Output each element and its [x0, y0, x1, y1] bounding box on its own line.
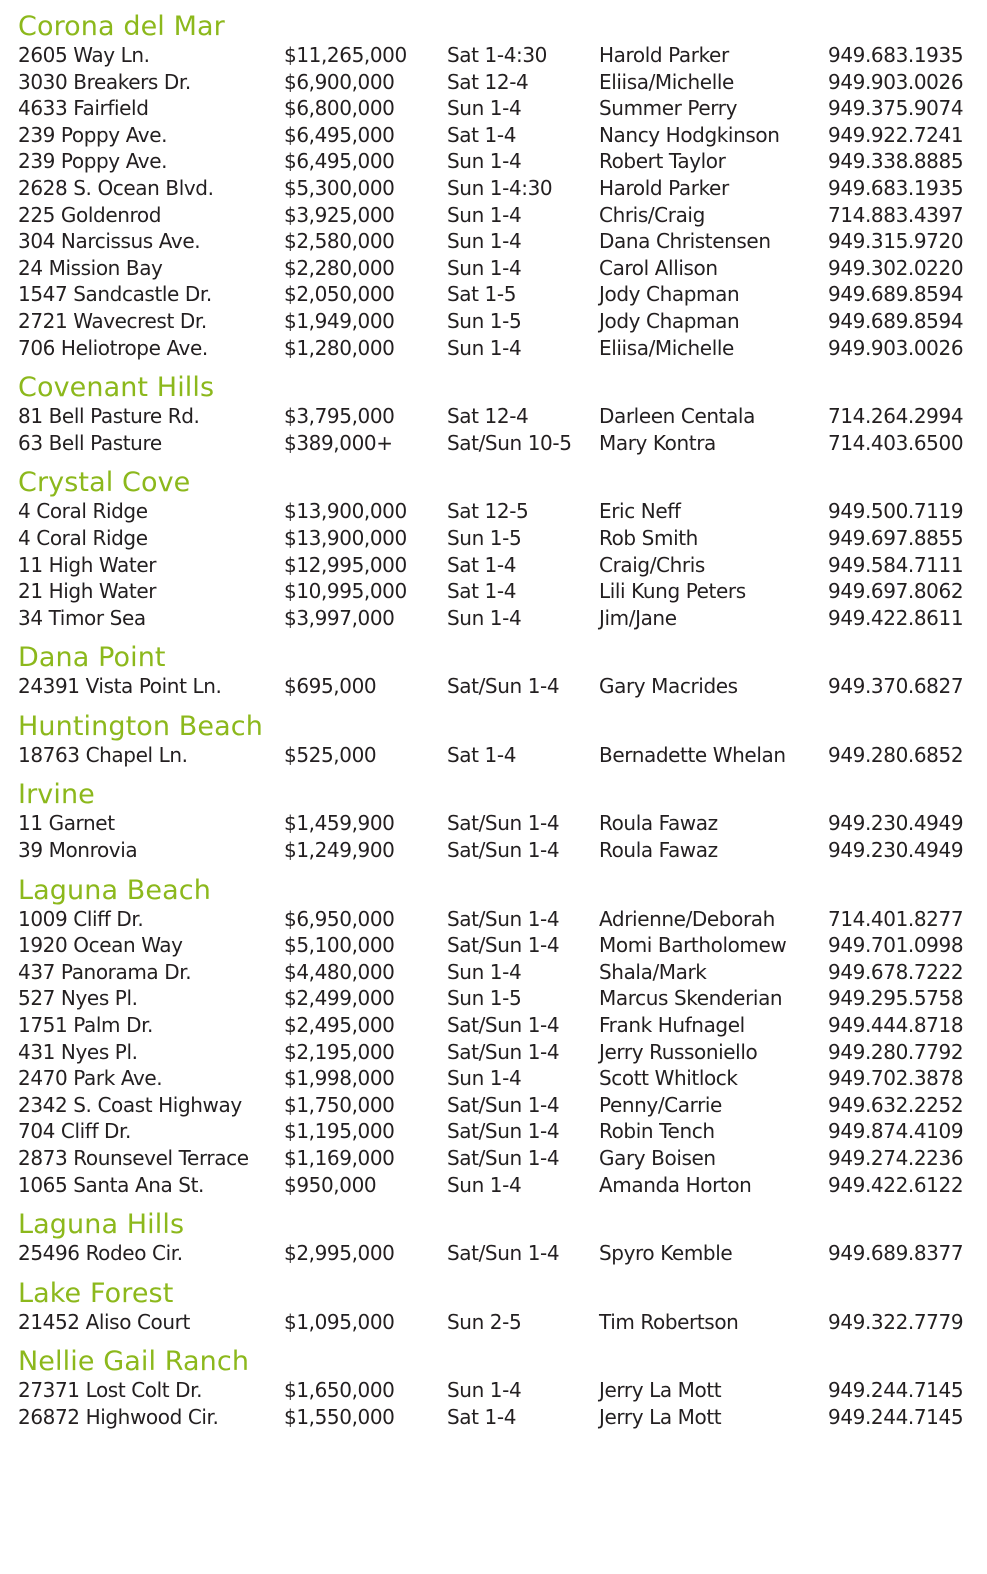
listing-price: $2,050,000	[284, 282, 395, 307]
listing-price: $2,195,000	[284, 1039, 395, 1064]
listing-address: 4 Coral Ridge	[18, 525, 148, 550]
listing-phone: 949.302.0220	[828, 255, 964, 280]
listing-address: 2873 Rounsevel Terrace	[18, 1146, 249, 1170]
listing-phone: 949.689.8377	[828, 1241, 964, 1266]
listing-phone: 949.375.9074	[828, 96, 964, 121]
listing-agent: Jerry Russoniello	[599, 1039, 758, 1064]
listing-row	[18, 1118, 987, 1145]
listing-open-house-time: Sat 1-4	[447, 122, 517, 147]
listing-price: $695,000	[284, 674, 377, 699]
neighborhood-heading: Huntington Beach	[18, 710, 263, 742]
listing-address: 27371 Lost Colt Dr.	[18, 1378, 203, 1403]
listing-price: $6,495,000	[284, 149, 395, 174]
listing-phone: 949.874.4109	[828, 1119, 964, 1144]
listing-open-house-time: Sun 1-4	[447, 335, 522, 360]
listing-open-house-time: Sat 1-5	[447, 282, 517, 307]
listing-address: 527 Nyes Pl.	[18, 986, 138, 1011]
listing-address: 437 Panorama Dr.	[18, 959, 192, 984]
listing-open-house-time: Sun 1-4	[447, 96, 522, 121]
listing-open-house-time: Sat 12-5	[447, 499, 529, 524]
listing-row	[18, 202, 987, 229]
listing-agent: Craig/Chris	[599, 552, 705, 577]
neighborhood-section	[18, 1347, 987, 1430]
listing-address: 21 High Water	[18, 579, 157, 604]
neighborhood-heading: Lake Forest	[18, 1277, 174, 1309]
listing-agent: Rob Smith	[599, 525, 698, 550]
listing-phone: 949.678.7222	[828, 959, 964, 984]
listing-agent: Adrienne/Deborah	[599, 906, 775, 931]
listing-phone: 949.903.0026	[828, 69, 964, 94]
listing-agent: Amanda Horton	[599, 1172, 752, 1197]
listing-list	[18, 1309, 987, 1336]
listing-open-house-time: Sat 1-4	[447, 579, 517, 604]
listing-agent: Summer Perry	[599, 96, 738, 121]
listing-phone: 949.922.7241	[828, 122, 964, 147]
listing-row	[18, 1172, 987, 1199]
listing-open-house-time: Sun 1-5	[447, 986, 522, 1011]
listing-agent: Scott Whitlock	[599, 1066, 738, 1091]
listing-phone: 714.883.4397	[828, 202, 964, 227]
listing-open-house-time: Sun 2-5	[447, 1309, 522, 1334]
listing-price: $950,000	[284, 1172, 377, 1197]
listing-agent: Roula Fawaz	[599, 811, 718, 836]
listing-phone: 949.444.8718	[828, 1013, 964, 1038]
listing-agent: Frank Hufnagel	[599, 1013, 745, 1038]
listing-address: 239 Poppy Ave.	[18, 149, 168, 174]
listing-price: $6,900,000	[284, 69, 395, 94]
listing-open-house-time: Sat/Sun 1-4	[447, 1146, 560, 1170]
listing-row	[18, 430, 987, 457]
listing-agent: Lili Kung Peters	[599, 579, 746, 604]
neighborhood-section	[18, 712, 987, 769]
listing-price: $1,095,000	[284, 1309, 395, 1334]
listing-phone: 949.322.7779	[828, 1309, 964, 1334]
neighborhood-section	[18, 468, 987, 631]
listing-open-house-time: Sun 1-4	[447, 1378, 522, 1403]
listing-phone: 949.230.4949	[828, 838, 964, 863]
listing-address: 2628 S. Ocean Blvd.	[18, 175, 214, 200]
listing-agent: Gary Boisen	[599, 1146, 716, 1170]
listing-row	[18, 1240, 987, 1267]
listing-phone: 949.274.2236	[828, 1146, 964, 1170]
neighborhood-section	[18, 876, 987, 1199]
listing-open-house-time: Sat 12-4	[447, 404, 529, 429]
listing-price: $389,000+	[284, 430, 393, 455]
listing-address: 4633 Fairfield	[18, 96, 149, 121]
listing-price: $2,995,000	[284, 1241, 395, 1266]
listing-phone: 949.584.7111	[828, 552, 964, 577]
listing-open-house-time: Sun 1-4	[447, 959, 522, 984]
listing-phone: 714.401.8277	[828, 906, 964, 931]
listing-price: $3,795,000	[284, 404, 395, 429]
listing-phone: 949.244.7145	[828, 1378, 964, 1403]
listing-price: $5,300,000	[284, 175, 395, 200]
listing-agent: Carol Allison	[599, 255, 718, 280]
listing-phone: 949.280.7792	[828, 1039, 964, 1064]
listing-phone: 949.338.8885	[828, 149, 964, 174]
neighborhood-section	[18, 373, 987, 456]
listing-address: 304 Narcissus Ave.	[18, 229, 201, 254]
listing-open-house-time: Sun 1-4	[447, 1066, 522, 1091]
listing-price: $3,997,000	[284, 605, 395, 630]
listing-list	[18, 42, 987, 361]
neighborhood-heading: Nellie Gail Ranch	[18, 1346, 250, 1378]
listing-open-house-time: Sat/Sun 1-4	[447, 674, 560, 699]
listing-list	[18, 673, 987, 700]
listing-address: 2342 S. Coast Highway	[18, 1092, 242, 1117]
listing-open-house-time: Sat/Sun 1-4	[447, 906, 560, 931]
listing-agent: Shala/Mark	[599, 959, 707, 984]
listing-address: 11 High Water	[18, 552, 157, 577]
listing-address: 2605 Way Ln.	[18, 43, 150, 67]
listing-phone: 949.422.6122	[828, 1172, 964, 1197]
listing-agent: Jody Chapman	[599, 282, 740, 307]
neighborhood-heading: Corona del Mar	[18, 11, 225, 42]
listing-phone: 949.683.1935	[828, 175, 964, 200]
listing-row	[18, 122, 987, 149]
neighborhood-heading: Dana Point	[18, 642, 166, 674]
listing-phone: 714.264.2994	[828, 404, 964, 429]
listing-row	[18, 1065, 987, 1092]
listing-open-house-time: Sat/Sun 1-4	[447, 1092, 560, 1117]
listing-phone: 949.244.7145	[828, 1404, 964, 1429]
listing-address: 34 Timor Sea	[18, 605, 146, 630]
listing-open-house-time: Sat/Sun 1-4	[447, 1119, 560, 1144]
listing-row	[18, 308, 987, 335]
listing-row	[18, 1012, 987, 1039]
listing-address: 2470 Park Ave.	[18, 1066, 163, 1091]
listing-open-house-time: Sat/Sun 1-4	[447, 1013, 560, 1038]
listing-row	[18, 605, 987, 632]
listing-agent: Jerry La Mott	[599, 1378, 722, 1403]
listing-list	[18, 1377, 987, 1430]
neighborhood-section	[18, 12, 987, 361]
listing-row	[18, 281, 987, 308]
listing-open-house-time: Sat 1-4	[447, 1404, 517, 1429]
listing-list	[18, 498, 987, 631]
listing-agent: Chris/Craig	[599, 202, 705, 227]
listing-phone: 949.689.8594	[828, 282, 964, 307]
listing-row	[18, 552, 987, 579]
listing-price: $1,550,000	[284, 1404, 395, 1429]
listing-open-house-time: Sun 1-4	[447, 1172, 522, 1197]
listing-open-house-time: Sat 1-4	[447, 552, 517, 577]
listing-agent: Mary Kontra	[599, 430, 716, 455]
listing-agent: Jody Chapman	[599, 308, 740, 333]
listing-list	[18, 1240, 987, 1267]
listing-price: $6,950,000	[284, 906, 395, 931]
listing-list	[18, 742, 987, 769]
listing-agent: Eliisa/Michelle	[599, 69, 734, 94]
listing-address: 81 Bell Pasture Rd.	[18, 404, 200, 429]
listing-phone: 949.632.2252	[828, 1092, 964, 1117]
listing-address: 704 Cliff Dr.	[18, 1119, 131, 1144]
listing-address: 25496 Rodeo Cir.	[18, 1241, 183, 1266]
listing-phone: 949.697.8062	[828, 579, 964, 604]
listing-agent: Robin Tench	[599, 1119, 715, 1144]
listing-price: $2,499,000	[284, 986, 395, 1011]
listing-address: 1920 Ocean Way	[18, 933, 183, 958]
listing-agent: Jim/Jane	[599, 605, 677, 630]
listing-open-house-time: Sat/Sun 1-4	[447, 933, 560, 958]
listing-phone: 949.422.8611	[828, 605, 964, 630]
listing-open-house-time: Sun 1-4:30	[447, 175, 553, 200]
listing-agent: Marcus Skenderian	[599, 986, 783, 1011]
listing-price: $525,000	[284, 742, 377, 767]
neighborhood-section	[18, 780, 987, 863]
listing-phone: 949.903.0026	[828, 335, 964, 360]
listing-phone: 949.500.7119	[828, 499, 964, 524]
listing-price: $11,265,000	[284, 43, 407, 67]
listing-open-house-time: Sat/Sun 10-5	[447, 430, 572, 455]
listing-row	[18, 498, 987, 525]
listing-agent: Robert Taylor	[599, 149, 726, 174]
listing-address: 431 Nyes Pl.	[18, 1039, 138, 1064]
listing-agent: Darleen Centala	[599, 404, 755, 429]
listing-phone: 949.315.9720	[828, 229, 964, 254]
listing-price: $3,925,000	[284, 202, 395, 227]
listing-open-house-time: Sat 1-4	[447, 742, 517, 767]
neighborhood-heading: Laguna Hills	[18, 1209, 185, 1241]
neighborhood-section	[18, 1279, 987, 1336]
listing-price: $2,495,000	[284, 1013, 395, 1038]
listing-price: $1,650,000	[284, 1378, 395, 1403]
listing-price: $4,480,000	[284, 959, 395, 984]
listing-open-house-time: Sun 1-5	[447, 308, 522, 333]
neighborhood-heading: Covenant Hills	[18, 372, 215, 404]
listing-price: $5,100,000	[284, 933, 395, 958]
listing-open-house-time: Sun 1-4	[447, 255, 522, 280]
listing-open-house-time: Sat 1-4:30	[447, 43, 548, 67]
listing-row	[18, 335, 987, 362]
listing-price: $13,900,000	[284, 499, 407, 524]
listing-row	[18, 578, 987, 605]
listing-row	[18, 69, 987, 96]
listing-price: $13,900,000	[284, 525, 407, 550]
listing-address: 2721 Wavecrest Dr.	[18, 308, 207, 333]
listing-agent: Momi Bartholomew	[599, 933, 787, 958]
listing-row	[18, 742, 987, 769]
listing-address: 18763 Chapel Ln.	[18, 742, 188, 767]
listing-address: 3030 Breakers Dr.	[18, 69, 191, 94]
listing-address: 225 Goldenrod	[18, 202, 162, 227]
listing-price: $2,580,000	[284, 229, 395, 254]
listing-phone: 949.370.6827	[828, 674, 964, 699]
listing-list	[18, 906, 987, 1199]
listing-agent: Nancy Hodgkinson	[599, 122, 780, 147]
listing-row	[18, 1145, 987, 1172]
listing-list	[18, 810, 987, 863]
listing-price: $12,995,000	[284, 552, 407, 577]
listing-phone: 949.683.1935	[828, 43, 964, 67]
listing-row	[18, 1404, 987, 1431]
listing-phone: 949.295.5758	[828, 986, 964, 1011]
listing-open-house-time: Sat/Sun 1-4	[447, 811, 560, 836]
listing-agent: Harold Parker	[599, 43, 729, 67]
listing-row	[18, 255, 987, 282]
listing-agent: Tim Robertson	[599, 1309, 739, 1334]
listing-row	[18, 525, 987, 552]
listing-agent: Bernadette Whelan	[599, 742, 786, 767]
listing-agent: Jerry La Mott	[599, 1404, 722, 1429]
listing-row	[18, 228, 987, 255]
listing-agent: Gary Macrides	[599, 674, 738, 699]
listing-address: 1751 Palm Dr.	[18, 1013, 154, 1038]
listing-row	[18, 932, 987, 959]
listing-open-house-time: Sun 1-4	[447, 605, 522, 630]
listing-row	[18, 1039, 987, 1066]
listing-price: $1,195,000	[284, 1119, 395, 1144]
listing-price: $1,998,000	[284, 1066, 395, 1091]
listing-agent: Eric Neff	[599, 499, 681, 524]
listing-row	[18, 42, 987, 69]
listing-open-house-time: Sat/Sun 1-4	[447, 838, 560, 863]
listing-row	[18, 148, 987, 175]
neighborhood-section	[18, 1210, 987, 1267]
listing-price: $1,459,900	[284, 811, 395, 836]
listing-row	[18, 1377, 987, 1404]
listing-phone: 949.702.3878	[828, 1066, 964, 1091]
listing-phone: 949.701.0998	[828, 933, 964, 958]
listing-address: 26872 Highwood Cir.	[18, 1404, 219, 1429]
listing-row	[18, 959, 987, 986]
listing-address: 39 Monrovia	[18, 838, 138, 863]
neighborhood-heading: Laguna Beach	[18, 874, 211, 906]
listing-price: $6,495,000	[284, 122, 395, 147]
listing-address: 11 Garnet	[18, 811, 115, 836]
neighborhood-heading: Irvine	[18, 779, 95, 811]
listing-row	[18, 175, 987, 202]
listing-address: 1065 Santa Ana St.	[18, 1172, 205, 1197]
listing-row	[18, 985, 987, 1012]
listing-address: 1009 Cliff Dr.	[18, 906, 144, 931]
listing-open-house-time: Sun 1-4	[447, 149, 522, 174]
neighborhood-heading: Crystal Cove	[18, 467, 191, 499]
neighborhood-section	[18, 643, 987, 700]
listing-price: $2,280,000	[284, 255, 395, 280]
listing-row	[18, 837, 987, 864]
listing-row	[18, 810, 987, 837]
listing-agent: Spyro Kemble	[599, 1241, 733, 1266]
listing-price: $1,249,900	[284, 838, 395, 863]
listing-agent: Penny/Carrie	[599, 1092, 722, 1117]
listing-open-house-time: Sat/Sun 1-4	[447, 1241, 560, 1266]
listing-open-house-time: Sat/Sun 1-4	[447, 1039, 560, 1064]
listing-row	[18, 1092, 987, 1119]
listing-address: 24 Mission Bay	[18, 255, 163, 280]
listing-agent: Dana Christensen	[599, 229, 771, 254]
listing-phone: 949.689.8594	[828, 308, 964, 333]
listing-address: 4 Coral Ridge	[18, 499, 148, 524]
listing-address: 239 Poppy Ave.	[18, 122, 168, 147]
listing-row	[18, 1309, 987, 1336]
listing-row	[18, 673, 987, 700]
listing-price: $1,280,000	[284, 335, 395, 360]
listing-address: 706 Heliotrope Ave.	[18, 335, 208, 360]
listing-price: $1,169,000	[284, 1146, 395, 1170]
listing-agent: Roula Fawaz	[599, 838, 718, 863]
listing-open-house-time: Sun 1-4	[447, 202, 522, 227]
listing-phone: 949.230.4949	[828, 811, 964, 836]
listing-open-house-time: Sat 12-4	[447, 69, 529, 94]
listing-price: $1,949,000	[284, 308, 395, 333]
listing-row	[18, 403, 987, 430]
listing-address: 63 Bell Pasture	[18, 430, 162, 455]
listing-address: 21452 Aliso Court	[18, 1309, 190, 1334]
listing-address: 24391 Vista Point Ln.	[18, 674, 222, 699]
listing-price: $1,750,000	[284, 1092, 395, 1117]
listing-open-house-time: Sun 1-5	[447, 525, 522, 550]
listing-row	[18, 95, 987, 122]
listing-phone: 949.280.6852	[828, 742, 964, 767]
listing-list	[18, 403, 987, 456]
listing-price: $6,800,000	[284, 96, 395, 121]
listing-open-house-time: Sun 1-4	[447, 229, 522, 254]
listing-phone: 714.403.6500	[828, 430, 964, 455]
listing-row	[18, 906, 987, 933]
listing-address: 1547 Sandcastle Dr.	[18, 282, 212, 307]
listing-agent: Harold Parker	[599, 175, 729, 200]
open-house-listings	[18, 12, 987, 1443]
listing-agent: Eliisa/Michelle	[599, 335, 734, 360]
listing-phone: 949.697.8855	[828, 525, 964, 550]
listing-price: $10,995,000	[284, 579, 407, 604]
